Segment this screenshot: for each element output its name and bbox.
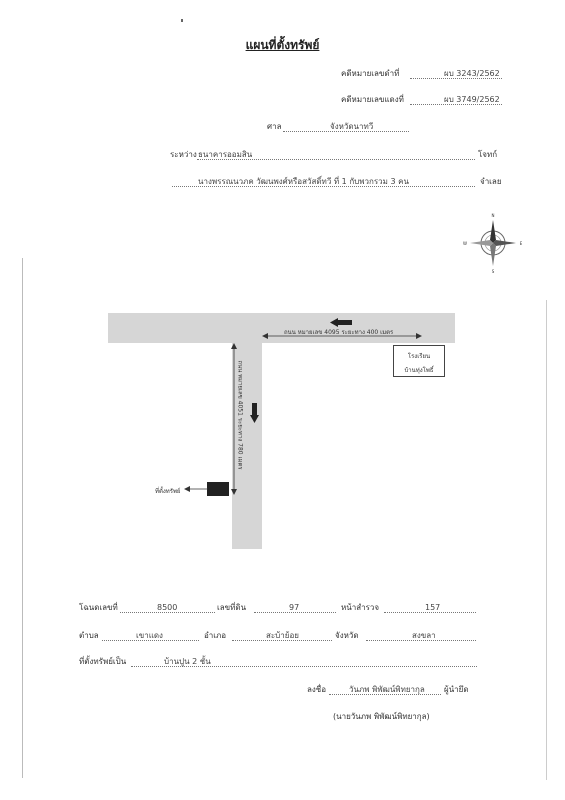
court-label: ศาล — [267, 122, 282, 131]
defendant-value: นางพรรณนวภค วัฒนพงศ์หรือสวัสดิ์ทวี ที่ 1 กับพวกรวม 3 คน — [198, 177, 409, 186]
province-dots — [366, 640, 476, 641]
vertical-road-direction-arrow-icon — [250, 403, 259, 423]
land-no-value: 97 — [289, 603, 300, 612]
survey-page-dots — [384, 612, 476, 613]
deed-dots — [120, 612, 215, 613]
plaintiff-role: โจทก์ — [478, 150, 498, 159]
defendant-role: จำเลย — [480, 177, 502, 186]
vertical-road-label: ถนน หมายเลข 4051 ระยะทาง 780 เมตร — [236, 360, 244, 470]
signature-dots — [329, 694, 441, 695]
district-label: อำเภอ — [204, 631, 227, 640]
property-pointer-arrow — [184, 485, 208, 493]
defendant-dots — [172, 186, 475, 187]
scan-edge-left — [22, 258, 23, 778]
subdistrict-dots — [102, 640, 199, 641]
property-marker — [207, 482, 229, 496]
land-no-dots — [254, 612, 336, 613]
survey-page-value: 157 — [425, 603, 441, 612]
district-value: สะบ้าย้อย — [266, 631, 299, 640]
case-black-value: ผบ 3243/2562 — [444, 69, 500, 78]
compass-w: W — [463, 241, 467, 246]
scan-speck — [181, 19, 183, 22]
horizontal-road-direction-arrow-icon — [330, 318, 352, 327]
property-type-dots — [131, 666, 477, 667]
plaintiff-value: ธนาคารออมสิน — [198, 150, 253, 159]
case-red-label: คดีหมายเลขแดงที่ — [341, 95, 404, 104]
deed-value: 8500 — [157, 603, 178, 612]
land-no-label: เลขที่ดิน — [217, 603, 247, 612]
scan-edge-right — [546, 300, 547, 780]
property-type-label: ที่ตั้งทรัพย์เป็น — [79, 657, 127, 666]
province-label: จังหวัด — [335, 631, 359, 640]
school-label-line1: โรงเรียน — [407, 353, 431, 360]
signer-role: ผู้นำยึด — [444, 685, 469, 694]
deed-label: โฉนดเลขที่ — [79, 603, 118, 612]
compass-s: S — [491, 269, 495, 274]
property-type-value: บ้านปูน 2 ชั้น — [164, 657, 211, 666]
sign-label: ลงชื่อ — [307, 685, 327, 694]
case-red-dots — [410, 104, 502, 105]
school-label-line2: บ้านทุ่งโพธิ์ — [404, 367, 434, 374]
signer-name: วันภพ พิพัฒน์พิทยากุล — [349, 685, 425, 694]
signer-printed-name: (นายวันภพ พิพัฒน์พิทยากุล) — [333, 712, 430, 721]
between-label: ระหว่าง — [170, 150, 197, 159]
district-dots — [232, 640, 332, 641]
property-label: ที่ตั้งทรัพย์ — [155, 488, 181, 495]
court-dots — [283, 131, 409, 132]
document-title: แผนที่ตั้งทรัพย์ — [245, 38, 320, 52]
case-black-label: คดีหมายเลขดำที่ — [341, 69, 400, 78]
case-red-value: ผบ 3749/2562 — [444, 95, 500, 104]
horizontal-road-label: ถนน หมายเลข 4095 ระยะทาง 400 เมตร — [284, 329, 394, 336]
subdistrict-label: ตำบล — [79, 631, 99, 640]
court-value: จังหวัดนาทวี — [330, 122, 374, 131]
school-box — [393, 345, 445, 377]
compass-rose-icon — [462, 212, 524, 274]
case-black-dots — [410, 78, 502, 79]
compass-e: E — [519, 241, 523, 246]
compass-n: N — [491, 213, 495, 218]
survey-page-label: หน้าสำรวจ — [341, 603, 380, 612]
plaintiff-dots — [197, 159, 475, 160]
subdistrict-value: เขาแดง — [136, 631, 163, 640]
province-value: สงขลา — [412, 631, 436, 640]
